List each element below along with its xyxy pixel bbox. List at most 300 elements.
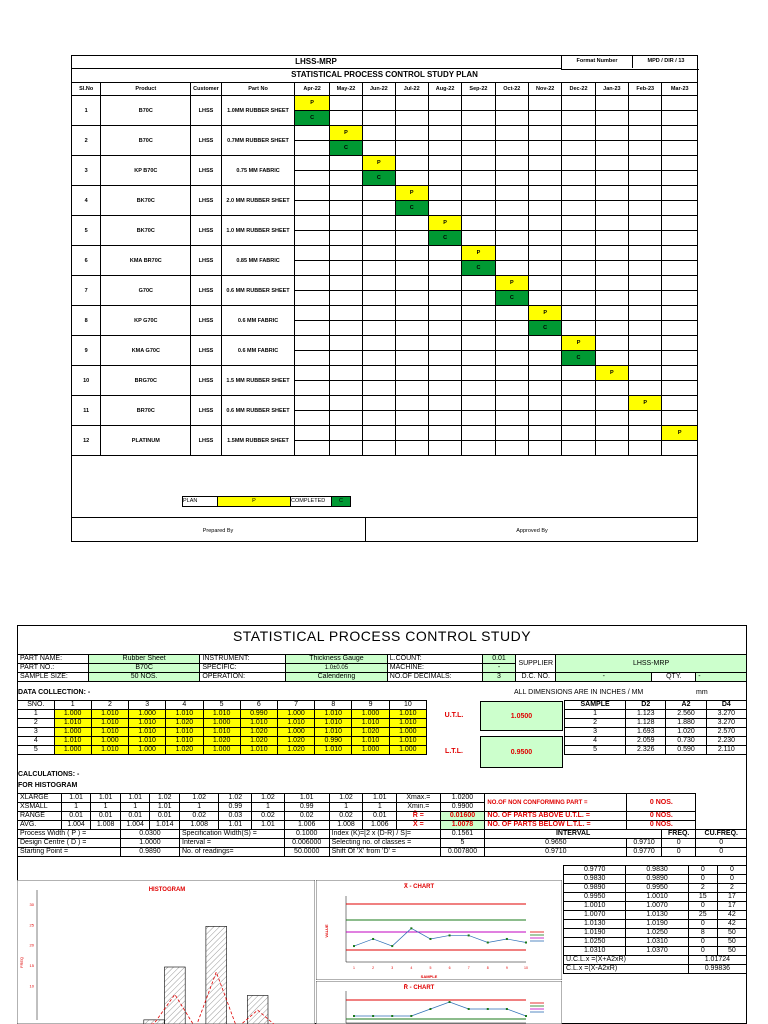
plan-cell <box>395 141 428 156</box>
plan-cell <box>528 336 561 351</box>
reading-value: 1.000 <box>54 746 91 755</box>
plan-product: KP B70C <box>101 156 191 186</box>
constant-value: 1.693 <box>626 728 666 737</box>
completed-mark: C <box>495 291 528 306</box>
plan-cell <box>295 306 329 321</box>
plan-cell <box>595 216 628 231</box>
range-label: RANGE <box>18 812 62 821</box>
constant-value: 3 <box>565 728 626 737</box>
plan-cell <box>363 426 395 441</box>
average-value: 1.004 <box>61 821 91 830</box>
plan-col-header: May-22 <box>329 83 362 96</box>
plan-cell <box>329 291 362 306</box>
plan-col-header: Feb-23 <box>629 83 662 96</box>
plan-cell <box>528 201 561 216</box>
process-row <box>18 848 747 857</box>
plan-product: KMA G70C <box>101 336 191 366</box>
reading-value: 1.010 <box>129 728 166 737</box>
process-value: 0.1000 <box>284 830 329 839</box>
format-label: Format Number <box>562 55 633 68</box>
plan-cell <box>629 441 662 456</box>
completed-mark: C <box>363 171 395 186</box>
data-point <box>449 1001 451 1003</box>
plan-col-header: Jul-22 <box>395 83 428 96</box>
plan-cell <box>595 141 628 156</box>
plan-cell <box>295 411 329 426</box>
plan-cell <box>462 201 495 216</box>
freq-header: INTERVAL <box>485 830 661 839</box>
histogram-y-tick: 30 <box>29 902 34 907</box>
plan-cell <box>562 456 595 467</box>
reading-value: 1.010 <box>352 719 389 728</box>
plan-cell <box>428 201 461 216</box>
plan-cell <box>295 351 329 366</box>
plan-cell <box>495 261 528 276</box>
plan-cell <box>629 381 662 396</box>
plan-cell <box>363 126 395 141</box>
constant-value: 1.123 <box>626 710 666 719</box>
range-value: 0.03 <box>219 812 252 821</box>
plan-cell <box>629 456 662 467</box>
sno-header: SNO. <box>18 701 55 710</box>
plan-cell <box>629 186 662 201</box>
plan-cell <box>462 141 495 156</box>
plan-row <box>72 366 698 381</box>
reading-sno: 4 <box>18 737 55 746</box>
plan-cell <box>562 201 595 216</box>
plan-cell <box>495 381 528 396</box>
reading-value: 1.000 <box>54 710 91 719</box>
plan-cell <box>462 306 495 321</box>
process-row <box>18 830 747 839</box>
plan-cell <box>562 321 595 336</box>
plan-cell <box>329 456 362 467</box>
lcount-label: L.COUNT: <box>387 655 482 664</box>
plan-cell <box>562 426 595 441</box>
plan-cell <box>363 111 395 126</box>
xbar-chart <box>316 880 562 980</box>
constant-value: 3.270 <box>706 710 746 719</box>
average-value: 1.01 <box>219 821 252 830</box>
constant-value: 1 <box>565 710 626 719</box>
interval-to: 1.0190 <box>626 920 688 929</box>
dims-note: ALL DIMENSIONS ARE IN INCHES / MM <box>514 689 644 696</box>
constant-value: 0.590 <box>666 746 706 755</box>
plan-cell <box>395 321 428 336</box>
plan-cell <box>595 201 628 216</box>
plan-company: LHSS-MRP <box>71 56 561 69</box>
plan-cell <box>629 336 662 351</box>
calc-row <box>18 821 747 830</box>
lcl-value: 0.99836 <box>688 965 746 974</box>
plan-cell <box>528 96 561 111</box>
reading-value: 1.020 <box>352 728 389 737</box>
plan-cell <box>595 306 628 321</box>
average-summary-value: 1.0078 <box>440 821 485 830</box>
plan-cell <box>662 456 698 467</box>
plan-col-header: Nov-22 <box>528 83 561 96</box>
x-small-value: 1 <box>363 803 397 812</box>
plan-cell <box>329 261 362 276</box>
plan-cell <box>295 231 329 246</box>
plan-cell <box>295 261 329 276</box>
plan-mark: P <box>562 336 595 351</box>
data-point <box>353 945 355 947</box>
plan-sl: 4 <box>72 186 101 216</box>
plan-cell <box>329 411 362 426</box>
plan-cell <box>295 186 329 201</box>
freq-value: 8 <box>688 929 717 938</box>
freq-row <box>564 920 747 929</box>
plan-cell <box>662 231 698 246</box>
reading-sno: 2 <box>18 719 55 728</box>
plan-cell <box>528 276 561 291</box>
plan-cell <box>462 171 495 186</box>
plan-cell <box>462 156 495 171</box>
reading-value: 1.010 <box>389 710 426 719</box>
plan-cell <box>495 306 528 321</box>
plan-product: BK70C <box>101 186 191 216</box>
plan-cell <box>562 246 595 261</box>
x-small-value: 1 <box>252 803 285 812</box>
reading-value: 1.000 <box>277 728 314 737</box>
x-small-summary-label: Xmin.= <box>397 803 440 812</box>
plan-mark: P <box>462 246 495 261</box>
completed-mark: C <box>562 351 595 366</box>
reading-col-header: 2 <box>91 701 128 710</box>
plan-cell <box>363 276 395 291</box>
reading-col-header: 6 <box>240 701 277 710</box>
plan-cell <box>462 231 495 246</box>
plan-cell <box>428 426 461 441</box>
data-point <box>372 1015 374 1017</box>
plan-mark: P <box>528 306 561 321</box>
plan-cell <box>363 366 395 381</box>
average-value: 1.014 <box>150 821 180 830</box>
plan-cell <box>629 411 662 426</box>
cufreq-value: 50 <box>717 947 746 956</box>
reading-value: 1.010 <box>315 710 352 719</box>
data-point <box>506 938 508 940</box>
plan-cell <box>495 246 528 261</box>
interval-to: 0.9710 <box>627 839 662 848</box>
plan-table <box>71 82 698 466</box>
plan-cell <box>662 171 698 186</box>
reading-row <box>18 728 427 737</box>
x-tick: 6 <box>448 966 451 970</box>
histogram-y-tick: 20 <box>29 942 34 948</box>
plan-cell <box>295 246 329 261</box>
plan-cell <box>462 186 495 201</box>
plan-part: 0.75 MM FABRIC <box>221 156 295 186</box>
legend-plan-label: PLAN <box>182 496 218 507</box>
plan-col-header: Jan-23 <box>595 83 628 96</box>
plan-cell <box>395 276 428 291</box>
chart-frame <box>316 880 562 980</box>
freq-row <box>564 893 747 902</box>
plan-cell <box>528 171 561 186</box>
data-point <box>487 942 489 944</box>
reading-value: 1.020 <box>240 728 277 737</box>
histogram-y-tick: 10 <box>29 983 34 989</box>
plan-cell <box>295 276 329 291</box>
plan-cell <box>395 441 428 456</box>
completed-mark: C <box>395 201 428 216</box>
plan-blank-row <box>72 456 698 467</box>
plan-cell <box>629 426 662 441</box>
process-value: 0.006000 <box>284 839 329 848</box>
x-tick: 4 <box>410 966 413 970</box>
plan-cell <box>395 456 428 467</box>
plan-cell <box>363 96 395 111</box>
format-value: MPD / DIR / 13 <box>647 58 685 64</box>
chart-frame <box>316 981 562 1024</box>
average-value: 1.008 <box>180 821 219 830</box>
reading-value: 1.000 <box>203 719 240 728</box>
plan-part: 0.6 MM RUBBER SHEET <box>221 396 295 426</box>
reading-row <box>18 710 427 719</box>
reading-value: 1.010 <box>240 719 277 728</box>
freq-value: 25 <box>688 911 717 920</box>
plan-cell <box>462 111 495 126</box>
part-name: Rubber Sheet <box>88 655 200 664</box>
plan-cell <box>528 351 561 366</box>
plan-cell <box>363 201 395 216</box>
constant-row <box>565 737 747 746</box>
plan-row <box>72 216 698 231</box>
constant-value: 2.230 <box>706 737 746 746</box>
plan-cell <box>363 231 395 246</box>
plan-cell <box>221 456 295 467</box>
x-large-summary-label: Xmax.= <box>397 794 440 803</box>
histogram-y-tick: 15 <box>29 963 34 968</box>
plan-cell <box>662 366 698 381</box>
interval-to: 1.0250 <box>626 929 688 938</box>
plan-product: KMA BR70C <box>101 246 191 276</box>
plan-cell <box>629 366 662 381</box>
plan-part: 0.6 MM FABRIC <box>221 306 295 336</box>
cufreq-value: 42 <box>717 911 746 920</box>
y-axis-label: VALUE <box>324 924 329 938</box>
plan-cell <box>329 111 362 126</box>
data-point <box>429 938 431 940</box>
plan-cell <box>495 231 528 246</box>
reading-value: 1.020 <box>240 737 277 746</box>
constant-value: 0.730 <box>666 737 706 746</box>
reading-value: 1.010 <box>389 737 426 746</box>
x-large-summary-value: 1.0200 <box>440 794 485 803</box>
plan-cell <box>363 306 395 321</box>
plan-cell <box>662 141 698 156</box>
plan-sl: 12 <box>72 426 101 456</box>
interval-from: 0.9950 <box>564 893 626 902</box>
calc-row <box>18 794 747 803</box>
plan-mark: P <box>329 126 362 141</box>
reading-row <box>18 737 427 746</box>
plan-part: 0.6 MM RUBBER SHEET <box>221 276 295 306</box>
plan-cell <box>428 411 461 426</box>
plan-cell <box>363 216 395 231</box>
range-summary-value: 0.01600 <box>440 812 485 821</box>
plan-row <box>72 186 698 201</box>
plan-mark: P <box>363 156 395 171</box>
plan-cell <box>595 276 628 291</box>
legend-plan-swatch: P <box>217 496 291 507</box>
reading-value: 1.010 <box>203 728 240 737</box>
plan-sl: 3 <box>72 156 101 186</box>
freq-value: 2 <box>688 884 717 893</box>
plan-cell <box>595 411 628 426</box>
calculations-label: CALCULATIONS: - <box>18 771 80 778</box>
plan-mark: P <box>495 276 528 291</box>
supplier: LHSS-MRP <box>556 655 747 673</box>
plan-cell <box>363 456 395 467</box>
x-small-value: 1 <box>120 803 150 812</box>
reading-value: 1.000 <box>129 746 166 755</box>
histogram-y-label: FREQ <box>19 956 24 968</box>
plan-cell <box>462 426 495 441</box>
constant-value: 5 <box>565 746 626 755</box>
plan-customer: LHSS <box>191 126 221 156</box>
plan-cell <box>329 351 362 366</box>
plan-cell <box>528 141 561 156</box>
plan-cell <box>428 441 461 456</box>
reading-value: 1.010 <box>166 710 203 719</box>
plan-cell <box>495 216 528 231</box>
below-ltl-label: NO. OF PARTS BELOW L.T.L. = <box>485 821 627 830</box>
sample-size: 50 NOS. <box>88 673 200 682</box>
constant-value: 1.880 <box>666 719 706 728</box>
plan-mark: P <box>295 96 329 111</box>
plan-cell <box>395 126 428 141</box>
plan-cell <box>562 216 595 231</box>
plan-cell <box>329 396 362 411</box>
process-value: 0.007800 <box>440 848 485 857</box>
interval-from: 0.9890 <box>564 884 626 893</box>
plan-cell <box>395 426 428 441</box>
plan-cell <box>428 246 461 261</box>
plan-cell <box>495 186 528 201</box>
calc-row <box>18 812 747 821</box>
plan-cell <box>562 126 595 141</box>
freq-value: 0 <box>661 839 696 848</box>
constant-value: 1.128 <box>626 719 666 728</box>
histogram-bar <box>206 926 227 1024</box>
instrument-label: INSTRUMENT: <box>200 655 286 664</box>
x-large-value: 1.01 <box>91 794 121 803</box>
plan-product: BRG70C <box>101 366 191 396</box>
plan-cell <box>595 336 628 351</box>
reading-col-header: 8 <box>315 701 352 710</box>
average-value: 1.01 <box>252 821 285 830</box>
x-small-value: 1.01 <box>150 803 180 812</box>
plan-cell <box>495 396 528 411</box>
spc-header-info <box>17 654 747 682</box>
interval-from: 1.0130 <box>564 920 626 929</box>
plan-cell <box>191 456 221 467</box>
reading-value: 1.010 <box>129 719 166 728</box>
plan-cell <box>595 351 628 366</box>
plan-sl: 9 <box>72 336 101 366</box>
plan-customer: LHSS <box>191 96 221 126</box>
plan-col-header: Oct-22 <box>495 83 528 96</box>
plan-cell <box>363 186 395 201</box>
plan-cell <box>462 336 495 351</box>
part-name-label: PART NAME: <box>18 655 89 664</box>
plan-cell <box>295 366 329 381</box>
plan-product: BR70C <box>101 396 191 426</box>
plan-part: 0.6 MM FABRIC <box>221 336 295 366</box>
plan-cell <box>428 276 461 291</box>
plan-cell <box>595 111 628 126</box>
completed-mark: C <box>295 111 329 126</box>
reading-sno: 3 <box>18 728 55 737</box>
decimals-label: NO.OF DECIMALS: <box>387 673 482 682</box>
plan-cell <box>595 246 628 261</box>
lcount: 0.01 <box>482 655 516 664</box>
nonconf-value: 0 NOS. <box>627 794 696 812</box>
plan-cell <box>595 321 628 336</box>
x-small-value: 1 <box>180 803 219 812</box>
plan-cell <box>629 126 662 141</box>
plan-cell <box>595 291 628 306</box>
plan-cell <box>295 426 329 441</box>
data-point <box>372 938 374 940</box>
reading-value: 1.000 <box>203 746 240 755</box>
plan-cell <box>295 171 329 186</box>
reading-value: 1.010 <box>91 710 128 719</box>
plan-customer: LHSS <box>191 246 221 276</box>
plan-cell <box>329 231 362 246</box>
for-histogram-label: FOR HISTOGRAM <box>18 782 78 789</box>
freq-value: 0 <box>688 920 717 929</box>
plan-cell <box>395 231 428 246</box>
chart-title: X̄ - CHART <box>403 884 435 890</box>
interval-to: 0.9950 <box>626 884 688 893</box>
plan-customer: LHSS <box>191 366 221 396</box>
plan-cell <box>528 231 561 246</box>
plan-product: BK70C <box>101 216 191 246</box>
plan-cell <box>495 126 528 141</box>
plan-customer: LHSS <box>191 396 221 426</box>
range-value: 0.02 <box>284 812 329 821</box>
plan-cell <box>462 411 495 426</box>
histogram-bar <box>165 967 186 1024</box>
plan-cell <box>428 156 461 171</box>
range-value: 0.01 <box>91 812 121 821</box>
ltl-label: L.T.L. <box>445 748 463 755</box>
plan-cell <box>428 126 461 141</box>
plan-cell <box>462 381 495 396</box>
plan-cell <box>428 141 461 156</box>
plan-cell <box>629 276 662 291</box>
data-point <box>391 945 393 947</box>
x-small-value: 1 <box>91 803 121 812</box>
lcl-label: C.L.x =(X̄-A2xR̄) <box>564 965 689 974</box>
constants-table <box>564 700 747 755</box>
dcno: - <box>556 673 652 682</box>
plan-cell <box>428 321 461 336</box>
constant-value: 2.110 <box>706 746 746 755</box>
freq-row <box>564 902 747 911</box>
range-value: 0.01 <box>150 812 180 821</box>
plan-cell <box>462 276 495 291</box>
completed-mark: C <box>329 141 362 156</box>
plan-cell <box>363 261 395 276</box>
plan-cell <box>329 276 362 291</box>
histogram-title: HISTOGRAM <box>148 887 186 893</box>
freq-header: CU.FREQ. <box>696 830 747 839</box>
